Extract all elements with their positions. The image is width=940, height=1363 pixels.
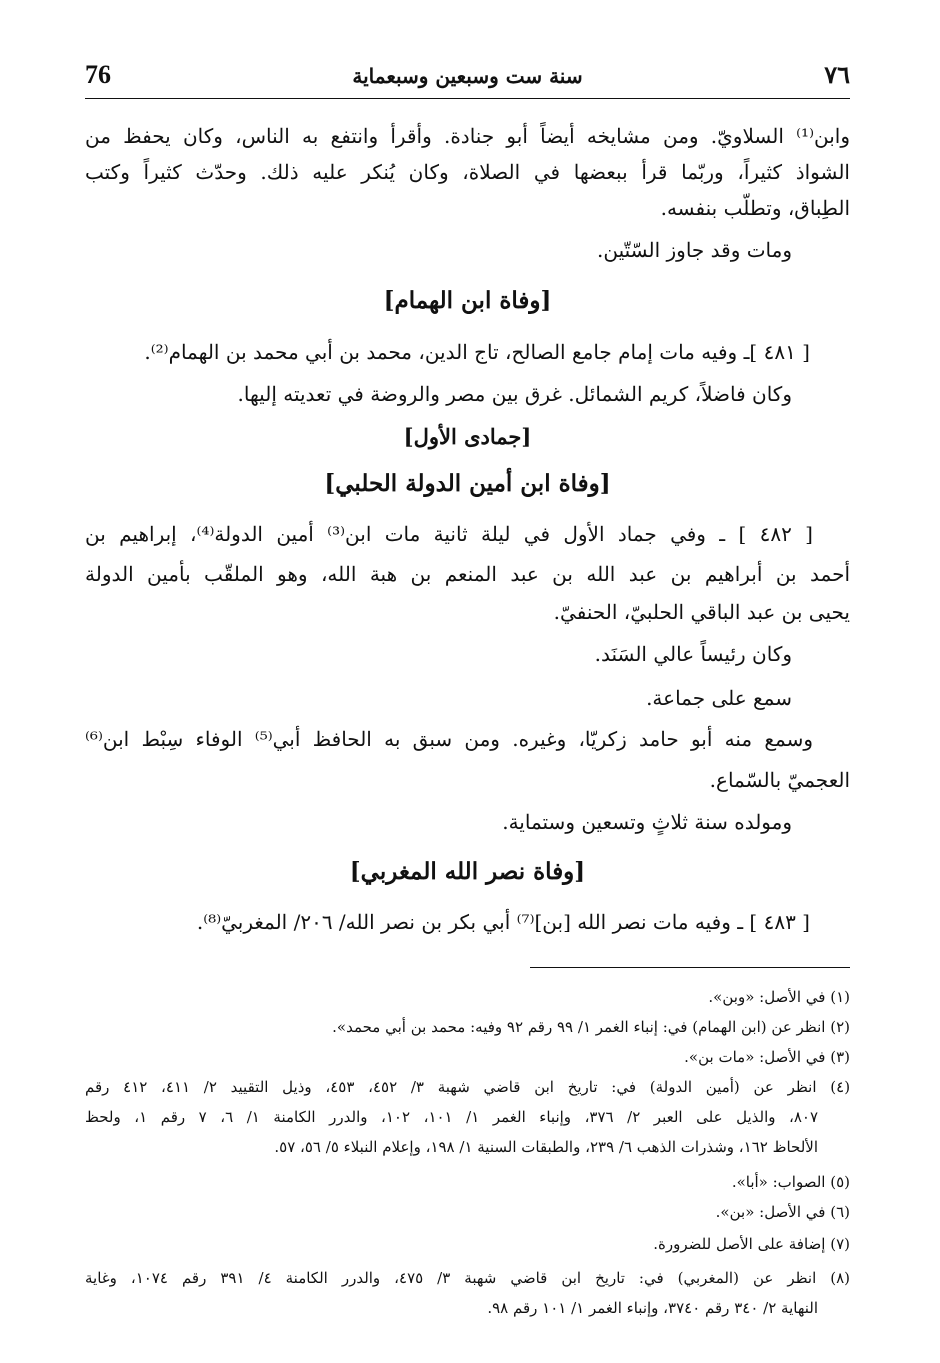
footnote: (٨) انظر عن (المغربي) في: تاريخ ابن قاضي شهبة ٣/ ٤٧٥، والدرر الكامنة ٤/ ٣٩١ رقم ١٠٧٤، وغاية — [85, 1269, 851, 1287]
section-heading: [وفاة ابن أمين الدولة الحلبي] — [324, 470, 611, 497]
body-line: الشواذ كثيراً، وربّما قرأ ببعضها في الصلاة، وكان يُنكر عليه ذلك. وحدّث كثيراً وكتب — [85, 160, 850, 184]
entry-line: وكان رئيساً عالي السَنَد. — [594, 642, 792, 666]
section-heading: [وفاة نصر الله المغربي] — [349, 858, 586, 885]
running-title: سنة ست وسبعين وسبعماية — [352, 64, 583, 88]
entry-line: [ ٤٨٢ ] ـ وفي جماد الأول في ليلة ثانية مات ابن⁽³⁾ أمين الدولة⁽⁴⁾، إبراهيم بن — [85, 522, 813, 546]
entry-line: وكان فاضلاً، كريم الشمائل. غرق بين مصر والروضة في تعديته إليها. — [237, 382, 792, 406]
entry-line: [ ٤٨٣ ] ـ وفيه مات نصر الله [بن]⁽⁷⁾ أبي بكر بن نصر الله/ ٢٠٦/ المغربيّ⁽⁸⁾. — [196, 910, 810, 934]
body-line: الطِباق، وتطلّب بنفسه. — [660, 196, 850, 220]
body-line: ومات وقد جاوز السّتّين. — [597, 238, 792, 262]
footnote: (٣) في الأصل: «مات بن». — [684, 1048, 850, 1066]
entry-line: وسمع منه أبو حامد زكريّا، وغيره. ومن سبق به الحافظ أبي⁽⁵⁾ الوفاء سِبْط ابن⁽⁶⁾ — [85, 727, 814, 751]
footnote: (٤) انظر عن (أمين الدولة) في: تاريخ ابن قاضي شهبة ٣/ ٤٥٢، ٤٥٣، وذيل التقييد ٢/ ٤١١، ٤١٢ رقم — [85, 1078, 851, 1096]
running-header — [85, 52, 850, 99]
footnote: ٨٠٧، والذيل على العبر ٢/ ٣٧٦، وإنباء الغمر ١/ ١٠١، ١٠٢، والدرر الكامنة ١/ ٦، ٧ رقم ١، ولحظ — [85, 1108, 819, 1126]
footnote: النهاية ٢/ ٣٤٠ رقم ٣٧٤٠، وإنباء الغمر ١/ ١٠١ رقم ٩٨. — [487, 1299, 818, 1317]
footnote: (١) في الأصل: «وبن». — [708, 988, 850, 1006]
footnote: (٦) في الأصل: «بن». — [715, 1203, 850, 1221]
entry-line: [ ٤٨١ ]ـ وفيه مات إمام جامع الصالح، تاج الدين، محمد بن أبي محمد بن الهمام⁽²⁾. — [144, 340, 810, 364]
entry-line: أحمد بن أبراهيم بن عبد الله بن عبد المنعم بن هبة الله، وهو الملقّب بأمين الدولة — [85, 562, 850, 586]
body-line: وابن⁽¹⁾ السلاويّ. ومن مشايخه أيضاً أبو جنادة. وأقرأ وانتفع به الناس، وكان يحفظ من — [85, 124, 850, 148]
footnote: (٧) إضافة على الأصل للضرورة. — [653, 1235, 850, 1253]
month-heading: [جمادى الأول] — [403, 424, 532, 449]
page-number-latin: 76 — [85, 60, 111, 89]
footnote: الألحاظ ١٦٢، وشذرات الذهب ٦/ ٢٣٩، والطبقات السنية ١/ ١٩٨، وإعلام النبلاء ٥/ ٥٦، ٥٧. — [274, 1138, 818, 1156]
entry-line: ومولده سنة ثلاثٍ وتسعين وستماية. — [502, 810, 792, 834]
entry-line: سمع على جماعة. — [646, 686, 792, 710]
footnote: (٥) الصواب: «أبا». — [731, 1173, 850, 1191]
entry-line: يحيى بن عبد الباقي الحلبيّ، الحنفيّ. — [553, 600, 850, 624]
entry-line: العجميّ بالسّماع. — [709, 768, 850, 792]
page-number-arabic: ٧٦ — [824, 60, 850, 89]
section-heading: [وفاة ابن الهمام] — [383, 287, 552, 314]
footnote-separator — [530, 967, 850, 968]
footnote: (٢) انظر عن (ابن الهمام) في: إنباء الغمر ١/ ٩٩ رقم ٩٢ وفيه: محمد بن أبي محمد». — [332, 1018, 850, 1036]
